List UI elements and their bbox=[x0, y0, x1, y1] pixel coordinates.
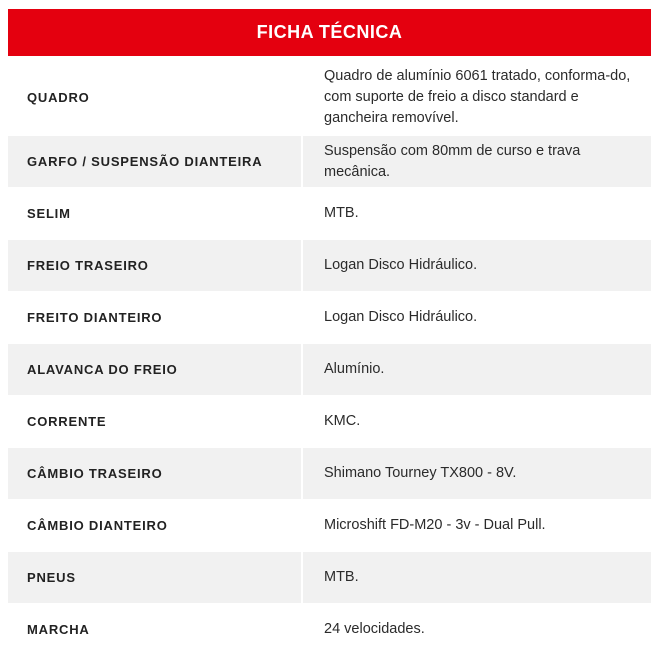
spec-label: FREITO DIANTEIRO bbox=[8, 292, 301, 343]
spec-value: MTB. bbox=[303, 552, 651, 603]
spec-row-corrente bbox=[8, 396, 651, 448]
spec-value: Quadro de alumínio 6061 tratado, conforma-do, com suporte de freio a disco standard e gancheira removível. bbox=[303, 59, 651, 135]
spec-value: KMC. bbox=[303, 396, 651, 447]
spec-row-garfo bbox=[8, 136, 651, 188]
spec-value: MTB. bbox=[303, 188, 651, 239]
spec-table bbox=[8, 59, 651, 656]
spec-label: QUADRO bbox=[8, 59, 301, 135]
spec-value: 24 velocidades. bbox=[303, 604, 651, 655]
spec-row-pneus bbox=[8, 552, 651, 604]
spec-value: Shimano Tourney TX800 - 8V. bbox=[303, 448, 651, 499]
spec-label: PNEUS bbox=[8, 552, 301, 603]
spec-value: Alumínio. bbox=[303, 344, 651, 395]
spec-label: SELIM bbox=[8, 188, 301, 239]
spec-label: FREIO TRASEIRO bbox=[8, 240, 301, 291]
spec-row-selim bbox=[8, 188, 651, 240]
spec-sheet bbox=[8, 9, 651, 656]
spec-sheet-header bbox=[8, 9, 651, 56]
spec-row-alavanca-freio bbox=[8, 344, 651, 396]
spec-label: MARCHA bbox=[8, 604, 301, 655]
spec-label: CÂMBIO DIANTEIRO bbox=[8, 500, 301, 551]
spec-label: ALAVANCA DO FREIO bbox=[8, 344, 301, 395]
spec-sheet-title: FICHA TÉCNICA bbox=[256, 22, 403, 42]
spec-row-freio-traseiro bbox=[8, 240, 651, 292]
spec-row-marcha bbox=[8, 604, 651, 656]
spec-value: Microshift FD-M20 - 3v - Dual Pull. bbox=[303, 500, 651, 551]
spec-label: CÂMBIO TRASEIRO bbox=[8, 448, 301, 499]
spec-value: Logan Disco Hidráulico. bbox=[303, 240, 651, 291]
spec-value: Suspensão com 80mm de curso e trava mecânica. bbox=[303, 136, 651, 187]
spec-row-cambio-traseiro bbox=[8, 448, 651, 500]
spec-row-freio-dianteiro bbox=[8, 292, 651, 344]
spec-label: GARFO / SUSPENSÃO DIANTEIRA bbox=[8, 136, 301, 187]
spec-row-cambio-dianteiro bbox=[8, 500, 651, 552]
spec-label: CORRENTE bbox=[8, 396, 301, 447]
spec-row-quadro bbox=[8, 59, 651, 136]
spec-value: Logan Disco Hidráulico. bbox=[303, 292, 651, 343]
